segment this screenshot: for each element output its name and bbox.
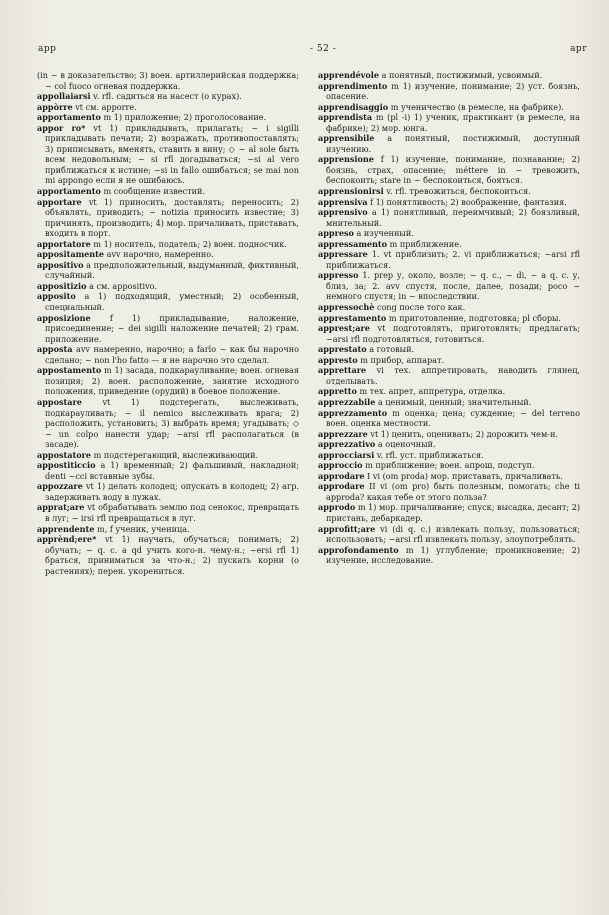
dictionary-entry	[318, 133, 580, 154]
dictionary-entry	[318, 154, 580, 186]
entry-definition: vi тех. аппретировать, наводить глянец, отделывать.	[326, 365, 581, 386]
dictionary-entry	[37, 291, 299, 312]
dictionary-entry	[318, 186, 580, 197]
entry-definition: v. rfl. садиться на насест (о курах).	[93, 91, 242, 102]
header-right-guideword: apr	[570, 44, 587, 54]
dictionary-entry	[318, 429, 580, 440]
entry-definition: vt см. apporre.	[75, 101, 137, 112]
entry-definition: I vi (om proda) мор. приставать, причаливать.	[367, 470, 563, 481]
entry-definition: m 1) изучение, понимание; 2) уст. боязнь, опасение.	[326, 80, 581, 102]
entry-definition: a понятный, постижимый, доступный изучению.	[326, 133, 580, 154]
entry-headword: approccio	[318, 460, 363, 471]
entry-headword: appostiticcio	[37, 460, 96, 471]
dictionary-entry	[37, 534, 299, 576]
entry-headword: apprendista	[318, 112, 373, 123]
entry-headword: appreso	[318, 228, 354, 239]
entry-headword: apportamento	[37, 186, 101, 197]
dictionary-entry	[318, 70, 580, 81]
page-header	[38, 44, 587, 56]
entry-definition: a 1) понятливый, переимчивый; 2) боязливый, мнительный.	[326, 207, 581, 228]
entry-headword: appressamento	[318, 238, 388, 249]
entry-headword: appostamento	[37, 365, 102, 376]
entry-headword: approdare	[318, 470, 365, 481]
dictionary-entry	[37, 460, 299, 481]
entry-definition: f 1) понятливость; 2) воображение, фантазия.	[370, 196, 567, 207]
dictionary-entry	[37, 502, 299, 523]
dictionary-entry	[318, 239, 580, 250]
entry-definition: vt обрабатывать землю под сенокос, превращать в луг; ~ irsi rfl превращаться в луг.	[45, 502, 299, 523]
dictionary-entry	[37, 313, 299, 345]
entry-definition: a см. appositivo.	[89, 280, 157, 291]
dictionary-entry	[318, 524, 580, 545]
page-number: - 52 -	[310, 44, 337, 54]
entry-headword: appollaiarsi	[37, 91, 91, 102]
entry-definition: v. rfl. уст. приближаться.	[376, 449, 484, 460]
left-column	[37, 70, 299, 576]
entry-headword: apprensionirsi	[318, 186, 384, 197]
dictionary-entry	[37, 524, 299, 535]
entry-headword: approfondamento	[318, 544, 399, 555]
dictionary-entry	[37, 397, 299, 450]
entry-definition: f 1) прикладывание, наложение, присоединение; ~ dei sigilli наложение печатей; 2) грам. приложение.	[45, 312, 299, 344]
entry-definition: 1. prep у, около, возле; ~ q. c., ~ di, ~ a q. c. у, близ, за; 2. avv спустя, после, далее, позади; poco ~ немного спустя; in ~ впоследствии.	[326, 270, 580, 302]
entry-headword: apposito	[37, 291, 76, 302]
entry-headword: appresto	[318, 354, 358, 365]
entry-headword: appositivo	[37, 259, 84, 270]
entry-headword: appostare	[37, 396, 82, 407]
dictionary-entry	[37, 260, 299, 281]
dictionary-entry	[318, 228, 580, 239]
entry-definition: m 1) мор. причаливание; спуск; высадка, десант; 2) пристань, дебаркадер.	[326, 502, 581, 523]
entry-definition: vi (di q. c.) извлекать пользу, пользоваться; использовать; ~arsi rfl извлекать пользу, злоупотреблять.	[326, 523, 580, 545]
dictionary-entry	[37, 344, 299, 365]
entry-headword: appositamente	[37, 249, 105, 260]
dictionary-entry	[318, 355, 580, 366]
entry-headword: apprensivo	[318, 207, 368, 218]
dictionary-entry	[318, 471, 580, 482]
entry-definition: f 1) изучение, понимание, познавание; 2) боязнь, страх, опасение; méttere in ~ тревожить, беспокоить; stare in ~ беспокоиться, бояться.	[326, 154, 580, 186]
entry-headword: apprestato	[318, 344, 367, 355]
entry-headword: appressochè	[318, 302, 375, 313]
dictionary-entry	[37, 102, 299, 113]
dictionary-entry	[37, 91, 299, 102]
entry-definition: m тех. апрет, аппретура, отделка.	[359, 386, 506, 397]
dictionary-entry	[37, 239, 299, 250]
entry-definition: vt 1) приносить, доставлять; переносить; 2) объявлять, приводить; ~ notizia приносить известие; 3) причинять, производить; 4) мор. причаливать, приставать, входить в порт.	[45, 196, 300, 239]
entry-definition: vt подготовлять, приготовлять; предлагать; ~arsi rfl подготовляться, готовиться.	[326, 323, 580, 344]
entry-definition: vt 1) научать, обучаться; понимать; 2) обучать; ~ q. c. a qd учить кого-н. чему-н.; ~ersi rfl 1) браться, приниматься за что-н.; 2) пускать корни (о растениях); перен. укорениться.	[45, 534, 299, 576]
dictionary-entry	[318, 408, 580, 429]
entry-definition: vt 1) делать колодец; опускать в колодец; 2) агр. задерживать воду в лужах.	[45, 481, 299, 502]
entry-headword: approdare	[318, 481, 365, 492]
dictionary-entry	[318, 545, 580, 566]
entry-headword: appòrre	[37, 101, 73, 112]
dictionary-entry	[318, 450, 580, 461]
dictionary-entry	[318, 502, 580, 523]
entry-definition: avv нарочно, намеренно.	[106, 249, 214, 260]
entry-definition: a изученный.	[356, 228, 414, 239]
dictionary-entry	[318, 460, 580, 471]
dictionary-entry	[37, 70, 299, 91]
dictionary-entry	[37, 186, 299, 197]
entry-headword: apprest;are	[318, 323, 370, 334]
entry-headword: apprestamento	[318, 312, 387, 323]
entry-headword: appostatore	[37, 449, 92, 460]
entry-headword: apprat;are	[37, 502, 85, 513]
entry-headword: apportare	[37, 196, 82, 207]
dictionary-entry	[37, 249, 299, 260]
dictionary-entry	[37, 365, 299, 397]
entry-definition: m 1) углубление; проникновение; 2) изучение, исследование.	[326, 544, 580, 566]
dictionary-entry	[318, 365, 580, 386]
dictionary-entry	[37, 112, 299, 123]
dictionary-entry	[318, 302, 580, 313]
entry-definition: II vi (om pro) быть полезным, помогать; che ti approda? какая тебе от этого польза?	[326, 481, 580, 502]
entry-definition: a понятный, постижимый, усвоимый.	[381, 70, 543, 80]
dictionary-entry	[318, 344, 580, 355]
entry-headword: appor ro*	[37, 122, 86, 133]
entry-headword: appressare	[318, 249, 368, 260]
entry-headword: apprezzamento	[318, 407, 388, 418]
entry-definition: a оценочный.	[377, 439, 436, 450]
entry-headword: appozzare	[37, 481, 83, 492]
right-column	[318, 70, 580, 566]
dictionary-entry	[37, 450, 299, 461]
entry-headword: apprezzabile	[318, 396, 376, 407]
entry-definition: m приготовление, подготовка; pl сборы.	[388, 312, 562, 323]
dictionary-entry	[318, 386, 580, 397]
entry-definition: vt 1) прикладывать, прилагать; ~ i sigilli прикладывать печати; 2) возражать, противопоставлять; 3) приписывать, вменять, ставить в вину; ◇ ~ al sole быть всем недовольным; ~ si rfl догадываться; ~si al vero приближаться к истине; ~si in fallo ошибаться; se mai non mi appongo если я не ошибаюсь.	[45, 122, 299, 186]
entry-definition: 1. vt приблизить; 2. vi приближаться; ~arsi rfl приближаться.	[326, 249, 580, 270]
entry-headword: apprensiva	[318, 196, 368, 207]
dictionary-entry	[318, 207, 580, 228]
entry-headword: appresso	[318, 270, 359, 281]
entry-definition: a готовый.	[369, 344, 415, 355]
entry-definition: m 1) носитель, податель; 2) воен. подносчик.	[93, 238, 287, 249]
entry-definition: m оценка; цена; суждение; ~ del terreno воен. оценка местности.	[326, 407, 580, 429]
entry-definition: m, f ученик, ученица.	[97, 523, 190, 534]
entry-definition: m (pl -i) 1) ученик, практикант (в ремесле, на фабрике); 2) мор. юнга.	[326, 112, 580, 133]
entry-headword: approcciarsi	[318, 449, 375, 460]
entry-headword: apprendimento	[318, 80, 388, 91]
entry-definition: a ценимый, ценный; значительный.	[377, 396, 532, 407]
dictionary-entry	[318, 102, 580, 113]
entry-headword: approfitt;are	[318, 523, 376, 534]
entry-definition: m подстерегающий, выслеживающий.	[93, 449, 259, 460]
dictionary-entry	[37, 481, 299, 502]
entry-headword: apprettare	[318, 365, 367, 376]
dictionary-entry	[37, 197, 299, 239]
dictionary-entry	[318, 197, 580, 208]
entry-definition: a предположительный, выдуманный, фиктивный, случайный.	[45, 259, 299, 281]
dictionary-entry	[318, 270, 580, 302]
dictionary-entry	[318, 323, 580, 344]
dictionary-entry	[318, 81, 580, 102]
entry-definition: m ученичество (в ремесле, на фабрике).	[390, 101, 564, 112]
entry-headword: apprendévole	[318, 70, 379, 80]
dictionary-entry	[318, 481, 580, 502]
entry-definition: m сообщение известий.	[103, 186, 205, 197]
entry-definition: (in ~ в доказательство; 3) воен. артиллерийская поддержка; ~ col fuoco огневая поддержка.	[37, 70, 299, 91]
entry-definition: avv намеренно, нарочно; a farlo ~ как бы нарочно сделано; ~ non l'ho fatto — я не нарочно это сделал.	[45, 344, 299, 365]
entry-headword: apprensibile	[318, 133, 375, 144]
entry-definition: m приближение.	[389, 238, 462, 249]
entry-definition: cong после того как.	[377, 302, 466, 313]
entry-definition: vt 1) подстерегать, выслеживать, подкарауливать; ~ il nemico выслеживать врага; 2) расположить, установить; 3) выбрать время; угадывать; ◇ ~ un colpo нанести удар; ~arsi rfl располагаться (в засаде).	[45, 396, 299, 450]
entry-headword: apprendente	[37, 523, 95, 534]
entry-headword: apprendisaggio	[318, 101, 389, 112]
entry-definition: a 1) подходящий, уместный; 2) особенный, специальный.	[45, 291, 299, 313]
entry-headword: apprezzare	[318, 428, 368, 439]
entry-headword: apportamento	[37, 112, 101, 123]
entry-definition: v. rfl. тревожиться, беспокоиться.	[386, 186, 531, 197]
entry-definition: m приближение; воен. апрош, подступ.	[365, 460, 535, 471]
entry-headword: appositizio	[37, 280, 87, 291]
entry-definition: m 1) засада, подкарауливание; воен. огневая позиция; 2) воен. расположение, занятие исходного положения, приведение (орудий) в боевое положение.	[45, 365, 299, 397]
entry-definition: vt 1) ценить, оценивать; 2) дорожить чем-н.	[370, 428, 558, 439]
entry-headword: appretto	[318, 386, 357, 397]
entry-headword: apprensione	[318, 154, 374, 165]
entry-definition: m прибор, аппарат.	[360, 354, 445, 365]
entry-headword: apportatore	[37, 238, 91, 249]
dictionary-entry	[318, 313, 580, 324]
entry-headword: apprènd;ere*	[37, 534, 97, 545]
entry-definition: m 1) приложение; 2) проголосование.	[103, 112, 267, 123]
entry-headword: approdo	[318, 502, 356, 513]
header-left-guideword: app	[38, 44, 57, 54]
dictionary-entry	[318, 112, 580, 133]
dictionary-entry	[318, 397, 580, 408]
entry-headword: apprezzativo	[318, 439, 376, 450]
entry-headword: apposizione	[37, 312, 91, 323]
dictionary-entry	[37, 281, 299, 292]
entry-definition: a 1) временный; 2) фальшивый, накладной; denti ~cci вставные зубы.	[45, 460, 299, 481]
dictionary-entry	[318, 249, 580, 270]
dictionary-entry	[318, 439, 580, 450]
entry-headword: apposta	[37, 344, 73, 355]
dictionary-entry	[37, 123, 299, 186]
